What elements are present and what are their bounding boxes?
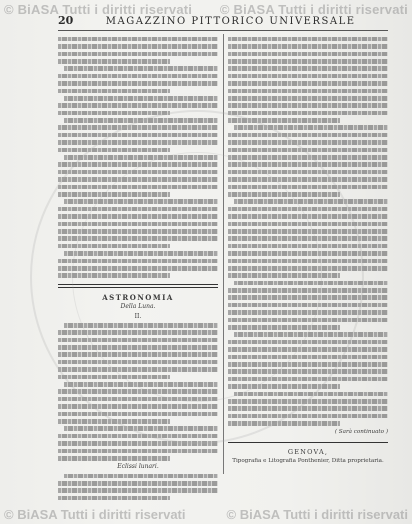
text-block	[228, 37, 388, 426]
left-column	[58, 34, 218, 503]
running-title: MAGAZZINO PITTORICO UNIVERSALE	[105, 16, 356, 27]
watermark-text: © BiASA Tutti i diritti riservati	[219, 2, 408, 17]
text-block	[58, 323, 218, 461]
article-numeral: II.	[134, 312, 142, 320]
section-rule	[58, 284, 218, 288]
imprint-line: Tipografia e Litografia Ponthenier, Ditta proprietaria.	[232, 458, 384, 465]
right-column	[228, 34, 388, 466]
text-block	[58, 474, 218, 501]
sub-heading: Eclissi lunari.	[117, 463, 159, 471]
watermark-top	[0, 2, 412, 17]
watermark-text: © BiASA Tutti i diritti riservati	[4, 507, 186, 522]
text-block	[58, 37, 218, 278]
page-number: 20	[58, 14, 74, 27]
continuation-note: ( Sarà continuato )	[334, 428, 388, 435]
watermark-bottom	[0, 507, 412, 522]
imprint-rule	[228, 442, 388, 443]
subsection-title: Della Luna.	[120, 303, 156, 311]
imprint-city: GENOVA,	[287, 447, 329, 456]
section-title: ASTRONOMIA	[102, 292, 174, 302]
column-divider	[223, 34, 224, 474]
watermark-text: © BiASA Tutti i diritti riservati	[226, 507, 408, 522]
watermark-text: © BiASA Tutti i diritti riservati	[4, 2, 193, 17]
